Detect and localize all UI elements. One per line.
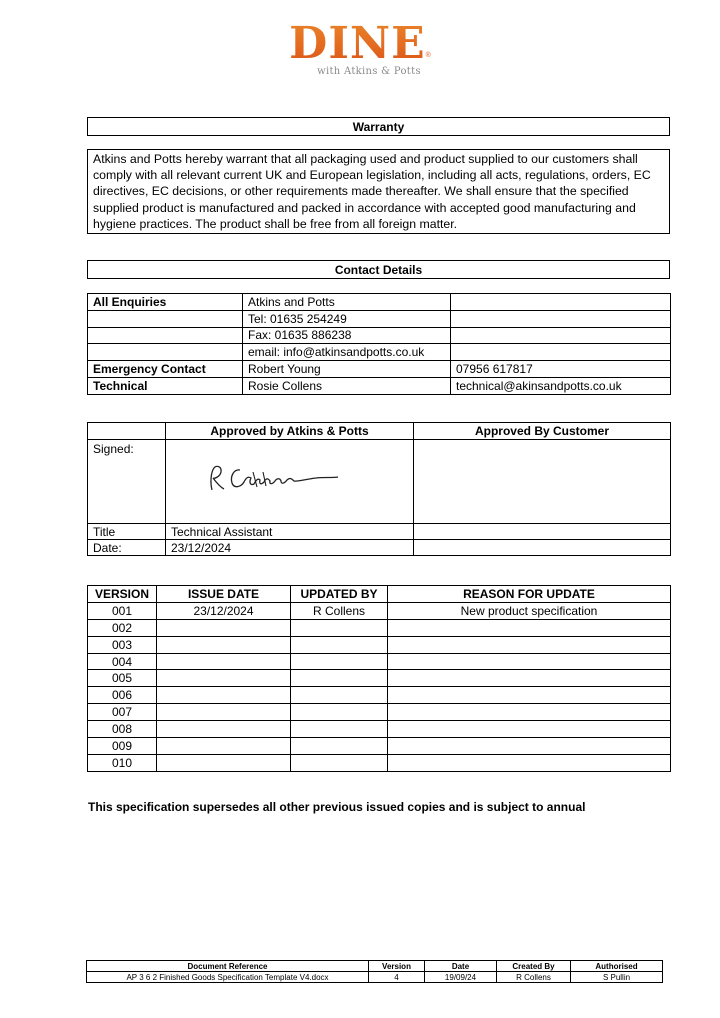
contact-extra — [451, 327, 671, 344]
approval-corner-cell — [88, 423, 166, 440]
contact-table — [87, 293, 671, 395]
version-row — [88, 754, 671, 771]
logo-wordmark: DINE — [289, 18, 426, 69]
footer-date-header: Date — [425, 961, 497, 972]
version-number: 010 — [88, 754, 157, 771]
warranty-heading: Warranty — [88, 118, 670, 136]
version-row — [88, 687, 671, 704]
updated-by — [291, 721, 388, 738]
warranty-text: Atkins and Potts hereby warrant that all packaging used and product supplied to our customers shall comply with all relevant current UK and European legislation, including all acts, regulations, orders, EC directives, EC decisions, or other requirements made thereafter. We shall ensure that the specified supplied product is manufactured and packed in accordance with accepted good manufacturing and hygiene practices. The product shall be free from all foreign matter. — [88, 150, 670, 234]
reason-col-header: REASON FOR UPDATE — [388, 586, 671, 603]
version-number: 009 — [88, 738, 157, 755]
contact-extra: 07956 617817 — [451, 361, 671, 378]
contact-row — [88, 344, 671, 361]
issue-date — [157, 704, 291, 721]
footer-created-by-header: Created By — [497, 961, 571, 972]
contact-row — [88, 361, 671, 378]
version-row — [88, 619, 671, 636]
contact-row — [88, 327, 671, 344]
reason-for-update: New product specification — [388, 602, 671, 619]
updated-by — [291, 738, 388, 755]
contact-detail: Robert Young — [243, 361, 451, 378]
signed-label: Signed: — [88, 440, 166, 524]
contact-label — [88, 310, 243, 327]
company-logo — [0, 18, 720, 78]
version-row — [88, 721, 671, 738]
footer-version-value: 4 — [369, 972, 425, 983]
version-number: 007 — [88, 704, 157, 721]
updated-by — [291, 704, 388, 721]
customer-date-cell — [414, 540, 671, 556]
updated-by — [291, 619, 388, 636]
customer-signature-cell — [414, 440, 671, 524]
reason-for-update — [388, 636, 671, 653]
contact-heading: Contact Details — [88, 261, 670, 279]
version-row — [88, 738, 671, 755]
contact-detail: Fax: 01635 886238 — [243, 327, 451, 344]
reason-for-update — [388, 670, 671, 687]
footer-doc-ref-value: AP 3 6 2 Finished Goods Specification Template V4.docx — [87, 972, 369, 983]
issue-date — [157, 636, 291, 653]
updated-by — [291, 754, 388, 771]
version-row — [88, 704, 671, 721]
version-row — [88, 653, 671, 670]
issue-date — [157, 738, 291, 755]
contact-row — [88, 310, 671, 327]
version-number: 002 — [88, 619, 157, 636]
contact-extra — [451, 310, 671, 327]
contact-label: All Enquiries — [88, 294, 243, 311]
contact-label — [88, 344, 243, 361]
footer-authorised-header: Authorised — [571, 961, 663, 972]
contact-row — [88, 377, 671, 394]
title-value: Technical Assistant — [166, 524, 414, 540]
supersede-note: This specification supersedes all other previous issued copies and is subject to annual — [88, 800, 586, 814]
contact-extra: technical@akinsandpotts.co.uk — [451, 377, 671, 394]
footer-doc-ref-header: Document Reference — [87, 961, 369, 972]
contact-label — [88, 327, 243, 344]
issue-date — [157, 754, 291, 771]
title-label: Title — [88, 524, 166, 540]
version-number: 006 — [88, 687, 157, 704]
contact-row — [88, 294, 671, 311]
signature-image — [206, 460, 346, 496]
contact-title-table — [87, 260, 670, 279]
document-footer-table — [86, 960, 663, 983]
footer-authorised-value: S Pullin — [571, 972, 663, 983]
issue-date — [157, 619, 291, 636]
warranty-body-table — [87, 149, 670, 234]
version-history-table — [87, 585, 671, 772]
issue-date — [157, 687, 291, 704]
issue-date — [157, 670, 291, 687]
version-row — [88, 670, 671, 687]
version-number: 001 — [88, 602, 157, 619]
reason-for-update — [388, 619, 671, 636]
approval-table — [87, 422, 671, 556]
logo-tagline: with Atkins & Potts — [317, 66, 421, 77]
updated-by — [291, 670, 388, 687]
updated-by: R Collens — [291, 602, 388, 619]
issue-date — [157, 653, 291, 670]
approved-atkins-header: Approved by Atkins & Potts — [166, 423, 414, 440]
version-row — [88, 602, 671, 619]
footer-version-header: Version — [369, 961, 425, 972]
version-col-header: VERSION — [88, 586, 157, 603]
contact-label: Emergency Contact — [88, 361, 243, 378]
version-row — [88, 636, 671, 653]
atkins-signature-cell — [166, 440, 414, 524]
updated-by — [291, 636, 388, 653]
footer-created-by-value: R Collens — [497, 972, 571, 983]
issue-date: 23/12/2024 — [157, 602, 291, 619]
customer-title-cell — [414, 524, 671, 540]
contact-detail: Atkins and Potts — [243, 294, 451, 311]
issue-date-col-header: ISSUE DATE — [157, 586, 291, 603]
reason-for-update — [388, 721, 671, 738]
version-number: 005 — [88, 670, 157, 687]
date-label: Date: — [88, 540, 166, 556]
date-value: 23/12/2024 — [166, 540, 414, 556]
reason-for-update — [388, 738, 671, 755]
warranty-title-table — [87, 117, 670, 136]
reason-for-update — [388, 704, 671, 721]
updated-by — [291, 687, 388, 704]
reason-for-update — [388, 687, 671, 704]
contact-detail: Tel: 01635 254249 — [243, 310, 451, 327]
reason-for-update — [388, 754, 671, 771]
reason-for-update — [388, 653, 671, 670]
updated-by — [291, 653, 388, 670]
issue-date — [157, 721, 291, 738]
contact-extra — [451, 344, 671, 361]
logo-registered-mark: ® — [425, 52, 431, 59]
footer-date-value: 19/09/24 — [425, 972, 497, 983]
version-number: 004 — [88, 653, 157, 670]
contact-detail: email: info@atkinsandpotts.co.uk — [243, 344, 451, 361]
approved-customer-header: Approved By Customer — [414, 423, 671, 440]
contact-detail: Rosie Collens — [243, 377, 451, 394]
version-number: 003 — [88, 636, 157, 653]
updated-by-col-header: UPDATED BY — [291, 586, 388, 603]
contact-extra — [451, 294, 671, 311]
contact-label: Technical — [88, 377, 243, 394]
version-number: 008 — [88, 721, 157, 738]
